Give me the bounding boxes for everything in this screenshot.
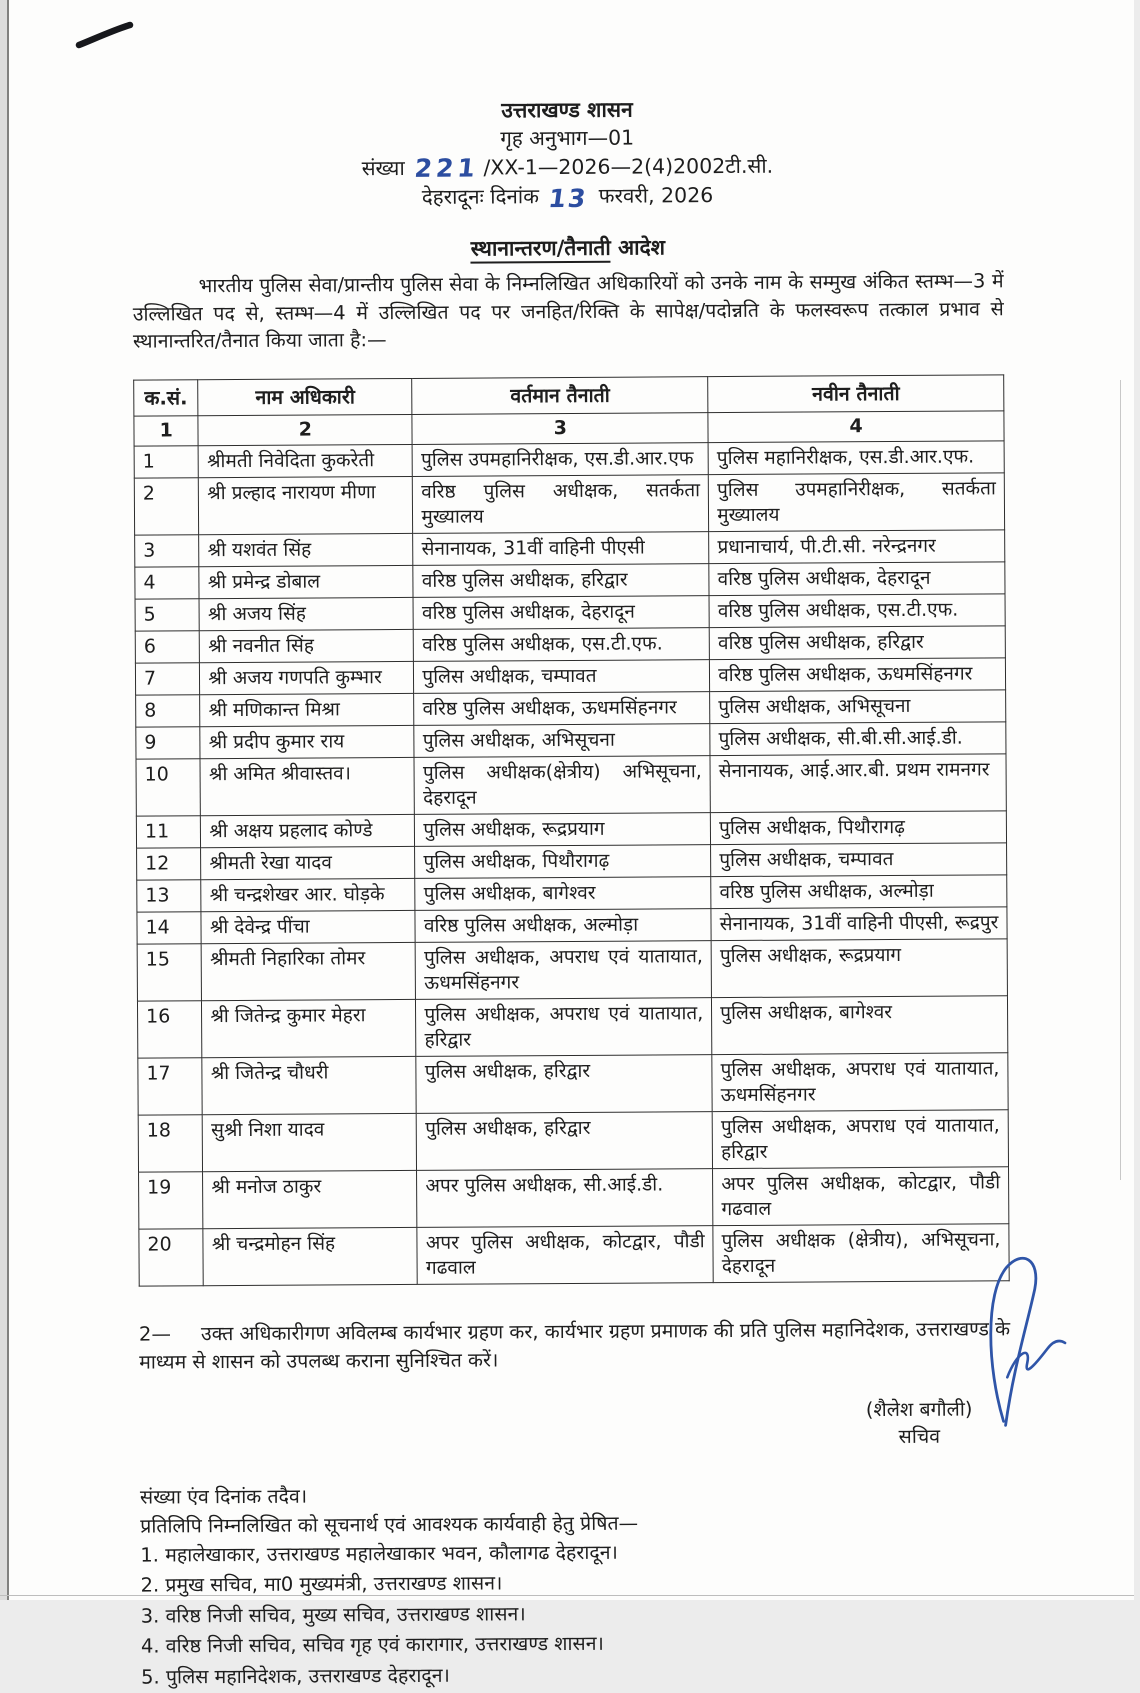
officer-name-cell: श्रीमती निहारिका तोमर xyxy=(202,942,416,1000)
serial-cell: 18 xyxy=(138,1114,203,1171)
officer-name-cell: श्री देवेन्द्र पींचा xyxy=(201,910,415,943)
current-posting-cell: वरिष्ठ पुलिस अधीक्षक, ऊधमसिंहनगर xyxy=(414,691,710,725)
document-header xyxy=(131,93,1003,212)
table-row xyxy=(134,472,1004,534)
table-row xyxy=(136,689,1006,726)
table-row xyxy=(135,561,1005,598)
new-posting-cell: पुलिस अधीक्षक, अभिसूचना xyxy=(710,689,1006,723)
current-posting-cell: पुलिस अधीक्षक, रूद्रप्रयाग xyxy=(415,812,711,846)
column-number: 1 xyxy=(134,415,199,445)
signatory xyxy=(866,1395,973,1450)
serial-cell: 3 xyxy=(135,534,200,566)
current-posting-cell: वरिष्ठ पुलिस अधीक्षक, सतर्कता मुख्यालय xyxy=(413,474,709,533)
new-posting-cell: प्रधानाचार्य, पी.टी.सी. नरेन्द्रनगर xyxy=(709,529,1005,563)
new-posting-cell: वरिष्ठ पुलिस अधीक्षक, ऊधमसिंहनगर xyxy=(710,657,1006,691)
copy-list-item: 1. महालेखाकार, उत्तराखण्ड महालेखाकार भवन, कौलागढ देहरादून। xyxy=(140,1540,618,1567)
current-posting-cell: पुलिस अधीक्षक, अभिसूचना xyxy=(414,723,710,757)
table-header-row xyxy=(134,374,1004,415)
serial-cell: 17 xyxy=(138,1057,203,1114)
officer-name-cell: श्री अमित श्रीवास्तव। xyxy=(200,757,414,815)
new-posting-cell: पुलिस अधीक्षक, अपराध एवं यातायात, हरिद्वार xyxy=(712,1109,1008,1168)
current-posting-cell: अपर पुलिस अधीक्षक, कोटद्वार, पौडी गढवाल xyxy=(417,1225,713,1284)
table-row xyxy=(137,995,1007,1057)
serial-cell: 19 xyxy=(139,1171,204,1228)
serial-cell: 4 xyxy=(135,566,200,598)
serial-cell: 12 xyxy=(137,847,202,879)
new-posting-cell: पुलिस अधीक्षक, रूद्रप्रयाग xyxy=(711,938,1007,997)
table-row xyxy=(136,721,1006,758)
order-title-underlined: स्थानान्तरण/तैनाती xyxy=(471,236,611,264)
table-row xyxy=(138,1052,1008,1114)
officer-name-cell: श्री अजय सिंह xyxy=(199,597,413,630)
officer-name-cell: श्री चन्द्रमोहन सिंह xyxy=(203,1227,417,1285)
officer-name-cell: श्री प्रल्हाद नारायण मीणा xyxy=(199,476,413,534)
current-posting-cell: पुलिस अधीक्षक, अपराध एवं यातायात, हरिद्वार xyxy=(416,997,712,1056)
current-posting-cell: पुलिस अधीक्षक, बागेश्वर xyxy=(415,876,711,910)
new-posting-cell: वरिष्ठ पुलिस अधीक्षक, अल्मोड़ा xyxy=(711,874,1007,908)
officer-name-cell: श्रीमती निवेदिता कुकरेती xyxy=(198,444,412,477)
serial-cell: 2 xyxy=(134,477,199,534)
table-row xyxy=(139,1223,1009,1285)
new-posting-cell: पुलिस महानिरीक्षक, एस.डी.आर.एफ. xyxy=(708,440,1004,474)
place-date-suffix: फरवरी, 2026 xyxy=(598,183,714,208)
officer-name-cell: श्री जितेन्द्र चौधरी xyxy=(202,1056,416,1114)
serial-cell: 14 xyxy=(137,911,202,943)
column-number: 3 xyxy=(412,412,708,444)
officer-name-cell: श्रीमती रेखा यादव xyxy=(201,846,415,879)
table-row xyxy=(137,842,1007,879)
order-number-prefix: संख्या xyxy=(361,155,405,181)
serial-cell: 8 xyxy=(136,694,201,726)
current-posting-cell: सेनानायक, 31वीं वाहिनी पीएसी xyxy=(413,531,709,565)
current-posting-cell: पुलिस उपमहानिरीक्षक, एस.डी.आर.एफ xyxy=(412,442,708,476)
current-posting-cell: पुलिस अधीक्षक, अपराध एवं यातायात, ऊधमसिंहनगर xyxy=(416,940,712,999)
table-row xyxy=(135,657,1005,694)
new-posting-cell: वरिष्ठ पुलिस अधीक्षक, देहरादून xyxy=(709,561,1005,595)
serial-cell: 10 xyxy=(136,758,201,815)
header-officer-name: नाम अधिकारी xyxy=(198,378,412,415)
signature-block xyxy=(139,1377,1011,1468)
officer-name-cell: श्री नवनीत सिंह xyxy=(200,629,414,662)
copy-list xyxy=(140,1535,1012,1693)
current-posting-cell: वरिष्ठ पुलिस अधीक्षक, अल्मोड़ा xyxy=(415,908,711,942)
new-posting-cell: पुलिस अधीक्षक, पिथौरागढ़ xyxy=(711,810,1007,844)
officer-name-cell: सुश्री निशा यादव xyxy=(203,1113,417,1171)
new-posting-cell: सेनानायक, 31वीं वाहिनी पीएसी, रूद्रपुर xyxy=(711,906,1007,940)
current-posting-cell: वरिष्ठ पुलिस अधीक्षक, हरिद्वार xyxy=(413,563,709,597)
directive-text: उक्त अधिकारीगण अविलम्ब कार्यभार ग्रहण कर, कार्यभार ग्रहण प्रमाणक की प्रति पुलिस महानिदेशक, उत्तराखण्ड के माध्यम से शासन को उपलब्ध कराना सुनिश्चित करें। xyxy=(139,1316,1011,1374)
new-posting-cell: पुलिस अधीक्षक, चम्पावत xyxy=(711,842,1007,876)
table-body xyxy=(134,440,1009,1285)
new-posting-cell: सेनानायक, आई.आर.बी. प्रथम रामनगर xyxy=(710,753,1006,812)
officer-name-cell: श्री जितेन्द्र कुमार मेहरा xyxy=(202,999,416,1057)
officer-name-cell: श्री प्रदीप कुमार राय xyxy=(200,725,414,758)
intro-paragraph: भारतीय पुलिस सेवा/प्रान्तीय पुलिस सेवा के निम्नलिखित अधिकारियों को उनके नाम के सम्मुख अंकित स्तम्भ—3 में उल्लिखित पद से, स्तम्भ—4 में उल्लिखित पद पर जनहित/रिक्ति के सापेक्ष/पदोन्नति के फलस्वरूप तत्काल प्रभाव से स्थानान्तरित/तैनात किया जाता है:— xyxy=(132,269,1004,353)
current-posting-cell: पुलिस अधीक्षक(क्षेत्रीय) अभिसूचना, देहरादून xyxy=(414,755,710,814)
document-footer xyxy=(140,1477,1012,1693)
table-row xyxy=(135,593,1005,630)
serial-cell: 6 xyxy=(135,630,200,662)
new-posting-cell: पुलिस अधीक्षक, अपराध एवं यातायात, ऊधमसिंहनगर xyxy=(712,1052,1008,1111)
serial-cell: 1 xyxy=(134,445,199,477)
officer-name-cell: श्री यशवंत सिंह xyxy=(199,533,413,566)
current-posting-cell: वरिष्ठ पुलिस अधीक्षक, देहरादून xyxy=(413,595,709,629)
table-row xyxy=(137,938,1007,1000)
officer-name-cell: श्री चन्द्रशेखर आर. घोड़के xyxy=(201,878,415,911)
new-posting-cell: पुलिस अधीक्षक, बागेश्वर xyxy=(712,995,1008,1054)
column-number: 2 xyxy=(198,414,412,445)
current-posting-cell: अपर पुलिस अधीक्षक, सी.आई.डी. xyxy=(417,1168,713,1227)
new-posting-cell: पुलिस अधीक्षक, सी.बी.सी.आई.डी. xyxy=(710,721,1006,755)
table-row xyxy=(136,810,1006,847)
signature xyxy=(957,1248,1088,1433)
copy-list-item: 5. पुलिस महानिदेशक, उत्तराखण्ड देहरादून। xyxy=(141,1663,450,1689)
signatory-name: (शैलेश बगौली) xyxy=(865,1397,973,1421)
table-row xyxy=(136,753,1006,815)
serial-cell: 9 xyxy=(136,726,201,758)
officer-name-cell: श्री मनोज ठाकुर xyxy=(203,1170,417,1228)
place-date-prefix: देहरादूनः दिनांक xyxy=(421,184,539,209)
copy-list-item: 2. प्रमुख सचिव, मा0 मुख्यमंत्री, उत्तराखण्ड शासन। xyxy=(140,1571,503,1597)
table-row xyxy=(139,1166,1009,1228)
table-row xyxy=(137,874,1007,911)
table-row xyxy=(135,625,1005,662)
column-number: 4 xyxy=(708,410,1004,442)
serial-cell: 13 xyxy=(137,879,202,911)
place-date-line xyxy=(132,178,1003,212)
header-serial: क.सं. xyxy=(134,379,199,415)
new-posting-cell: वरिष्ठ पुलिस अधीक्षक, एस.टी.एफ. xyxy=(709,593,1005,627)
current-posting-cell: पुलिस अधीक्षक, हरिद्वार xyxy=(416,1054,712,1113)
signatory-designation: सचिव xyxy=(898,1424,941,1448)
header-new-posting: नवीन तैनाती xyxy=(708,374,1004,412)
new-posting-cell: वरिष्ठ पुलिस अधीक्षक, हरिद्वार xyxy=(709,625,1005,659)
serial-cell: 15 xyxy=(137,943,202,1000)
directive-number: 2— xyxy=(138,1321,172,1346)
officer-name-cell: श्री मणिकान्त मिश्रा xyxy=(200,693,414,726)
new-posting-cell: पुलिस अधीक्षक (क्षेत्रीय), अभिसूचना, देहरादून xyxy=(713,1223,1009,1282)
government-name: उत्तराखण्ड शासन xyxy=(501,97,633,123)
copy-list-item: 3. वरिष्ठ निजी सचिव, मुख्य सचिव, उत्तराखण्ड शासन। xyxy=(140,1601,526,1628)
table-row xyxy=(135,529,1005,566)
officer-name-cell: श्री अक्षय प्रहलाद कोण्डे xyxy=(201,814,415,847)
new-posting-cell: अपर पुलिस अधीक्षक, कोटद्वार, पौडी गढवाल xyxy=(713,1166,1009,1225)
serial-cell: 11 xyxy=(136,815,201,847)
order-title-tail: आदेश xyxy=(610,235,666,260)
officer-name-cell: श्री प्रमेन्द्र डोबाल xyxy=(199,565,413,598)
handwritten-order-number: 221 xyxy=(413,153,481,183)
order-number-suffix: /XX-1—2026—2(4)2002टी.सी. xyxy=(483,153,774,180)
current-posting-cell: पुलिस अधीक्षक, चम्पावत xyxy=(414,659,710,693)
copy-forward-line: प्रतिलिपि निम्नलिखित को सूचनार्थ एवं आवश्यक कार्यवाही हेतु प्रेषित— xyxy=(140,1511,639,1538)
officer-name-cell: श्री अजय गणपति कुम्भार xyxy=(200,661,414,694)
current-posting-cell: पुलिस अधीक्षक, हरिद्वार xyxy=(417,1111,713,1170)
order-title xyxy=(132,231,1003,264)
header-current-posting: वर्तमान तैनाती xyxy=(412,376,708,414)
table-row xyxy=(137,906,1007,943)
number-date-line: संख्या एंव दिनांक तदैव। xyxy=(139,1484,308,1509)
table-row xyxy=(138,1109,1008,1171)
current-posting-cell: पुलिस अधीक्षक, पिथौरागढ़ xyxy=(415,844,711,878)
copy-list-item: 4. वरिष्ठ निजी सचिव, सचिव गृह एवं कारागार, उत्तराखण्ड शासन। xyxy=(140,1631,604,1658)
department-line: गृह अनुभाग—01 xyxy=(500,125,635,151)
new-posting-cell: पुलिस उपमहानिरीक्षक, सतर्कता मुख्यालय xyxy=(708,472,1004,531)
table-row xyxy=(134,440,1004,477)
serial-cell: 5 xyxy=(135,598,200,630)
directive-paragraph xyxy=(139,1315,1010,1376)
current-posting-cell: वरिष्ठ पुलिस अधीक्षक, एस.टी.एफ. xyxy=(414,627,710,661)
handwritten-date: 13 xyxy=(547,183,590,214)
serial-cell: 16 xyxy=(137,1000,202,1057)
serial-cell: 7 xyxy=(135,662,200,694)
transfer-table xyxy=(133,374,1010,1286)
serial-cell: 20 xyxy=(139,1228,204,1285)
